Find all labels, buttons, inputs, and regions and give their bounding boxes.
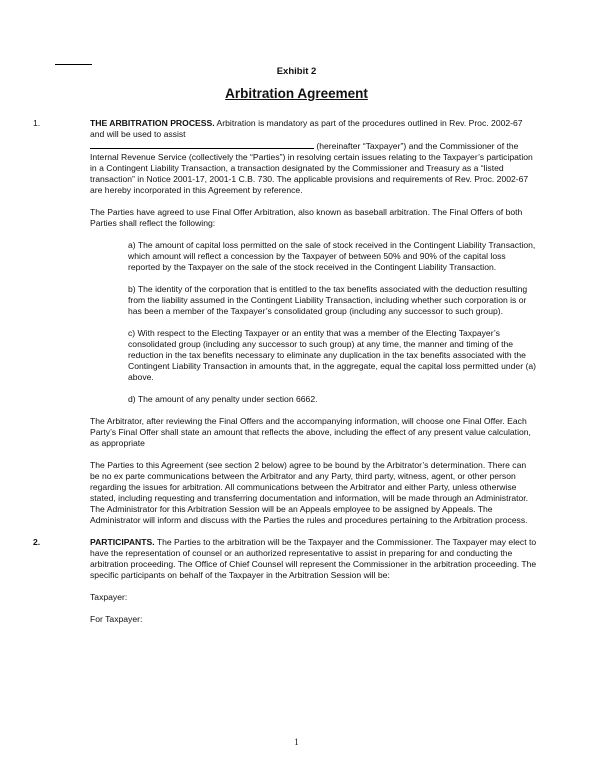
document-body [33, 118, 538, 625]
taxpayer-label: Taxpayer: [90, 592, 128, 602]
section-1-para-3: The Arbitrator, after reviewing the Final Offers and the accompanying information, will choose one Final Offer. Each Party’s Final Offer shall state an amount that reflects the above, including the effect of any present value calculation, as appropriate [90, 416, 531, 448]
section-2 [33, 537, 538, 625]
section-1-heading: THE ARBITRATION PROCESS. [90, 118, 215, 128]
section-1-intro-a: Arbitration is mandatory as part of the procedures outlined in Rev. Proc. 2002-67 and will be used to assist [90, 118, 523, 139]
section-2-text [90, 537, 538, 581]
page-number: 1 [294, 737, 299, 747]
taxpayer-name-blank [90, 140, 314, 149]
offer-item-a: a) The amount of capital loss permitted on the sale of stock received in the Contingent Liability Transaction, which amount will reflect a concession by the Taxpayer of between 50% and 90% of the capital loss reported by the Taxpayer on the sale of the stock received in the Contingent Liability Transaction. [128, 240, 536, 272]
section-1-intro-b: (hereinafter “Taxpayer”) and the Commissioner of the Internal Revenue Service (collectively the “Parties”) in resolving certain issues relating to the Taxpayer’s participation in a Contingent Liability Transaction, a transaction designated by the Commissioner and Treasury as a “listed transaction” in Notice 2001-17, 2001-1 C.B. 730. The applicable provisions and requirements of Rev. Proc. 2002-67 are hereby incorporated in this Agreement by reference. [90, 141, 533, 195]
for-taxpayer-label: For Taxpayer: [90, 614, 143, 624]
offer-item-b: b) The identity of the corporation that is entitled to the tax benefits associated with the deduction resulting from the liability assumed in the Contingent Liability Transaction, including whether such corporation is or has been a member of the Taxpayer’s consolidated group (including any successor to such group). [128, 284, 528, 316]
exhibit-label: Exhibit 2 [276, 66, 317, 77]
section-1-number: 1. [33, 118, 41, 128]
section-1-para-4: The Parties to this Agreement (see section 2 below) agree to be bound by the Arbitrator’s determination. There can be no ex parte communications between the Arbitrator and any Party, third party, witness, agent, or other person regarding the issues for arbitration. All communications between the Arbitrator and either Party, unless otherwise stated, including requesting and transferring documentation and information, will be made through an Administrator. The Administrator for this Arbitration Session will be an Appeals employee to be assigned by Appeals. The Administrator will inform and discuss with the Parties the rules and procedures pertaining to the Arbitration process. [90, 460, 529, 525]
section-1-intro [90, 118, 538, 196]
offer-item-c: c) With respect to the Electing Taxpayer or an entity that was a member of the Electing Taxpayer’s consolidated group (including any successor to such group) at any time, the manner and timing of the reduction in the tax benefits necessary to eliminate any duplication in the tax benefits associated with the Contingent Liability Transaction in amounts that, in the aggregate, equal the capital loss permitted under (a) above. [128, 328, 536, 382]
document-title: Arbitration Agreement [225, 86, 368, 101]
section-1-para-2: The Parties have agreed to use Final Offer Arbitration, also known as baseball arbitration. The Final Offers of both Parties shall reflect the following: [90, 207, 523, 228]
section-1 [33, 118, 538, 526]
section-2-heading: PARTICIPANTS. [90, 537, 155, 547]
section-2-body: The Parties to the arbitration will be the Taxpayer and the Commissioner. The Taxpayer may elect to have the representation of counsel or an authorized representative to assist in preparing for and conducting the arbitration proceeding. The Office of Chief Counsel will represent the Commissioner in the arbitration proceeding. The specific participants on behalf of the Taxpayer in the Arbitration Session will be: [90, 537, 537, 580]
top-rule [55, 64, 92, 65]
offer-item-d: d) The amount of any penalty under section 6662. [128, 394, 318, 404]
section-2-number: 2. [33, 537, 41, 547]
